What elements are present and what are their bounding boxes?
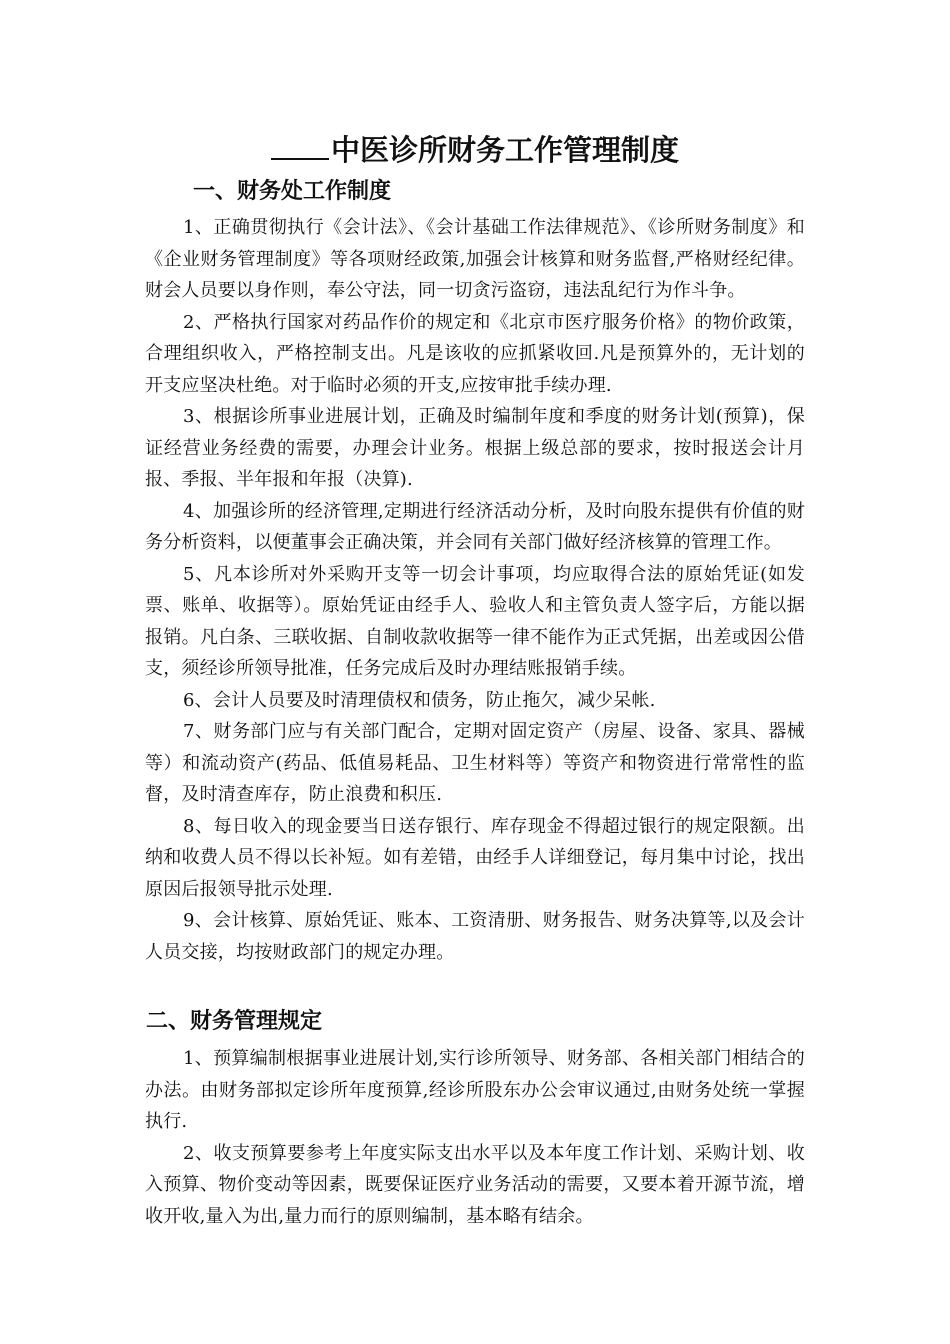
section1-body [145,212,805,968]
section2-paragraph-1: 1、预算编制根据事业进展计划,实行诊所领导、财务部、各相关部门相结合的办法。由财务部拟定诊所年度预算,经诊所股东办公会审议通过,由财务处统一掌握执行. [145,1048,805,1132]
section1-paragraph-2: 2、严格执行国家对药品作价的规定和《北京市医疗服务价格》的物价政策，合理组织收入，严格控制支出。凡是该收的应抓紧收回.凡是预算外的，无计划的开支应坚决杜绝。对于临时必须的开支,应按审批手续办理. [145,311,805,396]
section1-paragraph-6: 6、会计人员要及时清理债权和债务，防止拖欠，减少呆帐. [183,689,656,711]
section2-paragraph-2: 2、收支预算要参考上年度实际支出水平以及本年度工作计划、采购计划、收入预算、物价变动等因素，既要保证医疗业务活动的需要，又要本着开源节流，增收开收,量入为出,量力而行的原则编制，基本略有结余。 [145,1142,805,1227]
section1-paragraph-3: 3、根据诊所事业进展计划，正确及时编制年度和季度的财务计划(预算)，保证经营业务经费的需要，办理会计业务。根据上级总部的要求，按时报送会计月报、季报、半年报和年报（决算). [145,406,805,490]
section1-paragraph-5: 5、凡本诊所对外采购开支等一切会计事项，均应取得合法的原始凭证(如发票、账单、收据等）。原始凭证由经手人、验收人和主管负责人签字后，方能以据报销。凡白条、三联收据、自制收款收据等一律不能作为正式凭据，出差或因公借支，须经诊所领导批准，任务完成后及时办理结账报销手续。 [145,563,805,679]
section1-paragraph-8: 8、每日收入的现金要当日送存银行、库存现金不得超过银行的规定限额。出纳和收费人员不得以长补短。如有差错，由经手人详细登记，每月集中讨论，找出原因后报领导批示处理. [145,815,805,900]
section2-body [145,1043,805,1232]
section1-paragraph-1: 1、正确贯彻执行《会计法》、《会计基础工作法律规范》、《诊所财务制度》和《企业财务管理制度》等各项财经政策,加强会计核算和财务监督,严格财经纪律。财会人员要以身作则，奉公守法，同一切贪污盗窃，违法乱纪行为作斗争。 [145,217,805,301]
document-title-text: 中医诊所财务工作管理制度 [330,133,679,167]
section1-paragraph-4: 4、加强诊所的经济管理,定期进行经济活动分析，及时向股东提供有价值的财务分析资料，以便董事会正确决策，并会同有关部门做好经济核算的管理工作。 [145,500,805,553]
section1-paragraph-9: 9、会计核算、原始凭证、账本、工资清册、财务报告、财务决算等,以及会计人员交接，均按财政部门的规定办理。 [145,910,805,963]
section2-heading: 二、财务管理规定 [146,1009,323,1034]
section1-heading: 一、财务处工作制度 [193,179,392,204]
title-blank-line [271,128,329,160]
section1-paragraph-7: 7、财务部门应与有关部门配合，定期对固定资产（房屋、设备、家具、器械等）和流动资产(药品、低值易耗品、卫生材料等）等资产和物资进行常常性的监督，及时清查库存，防止浪费和积压. [145,721,805,805]
document-title [0,128,950,172]
